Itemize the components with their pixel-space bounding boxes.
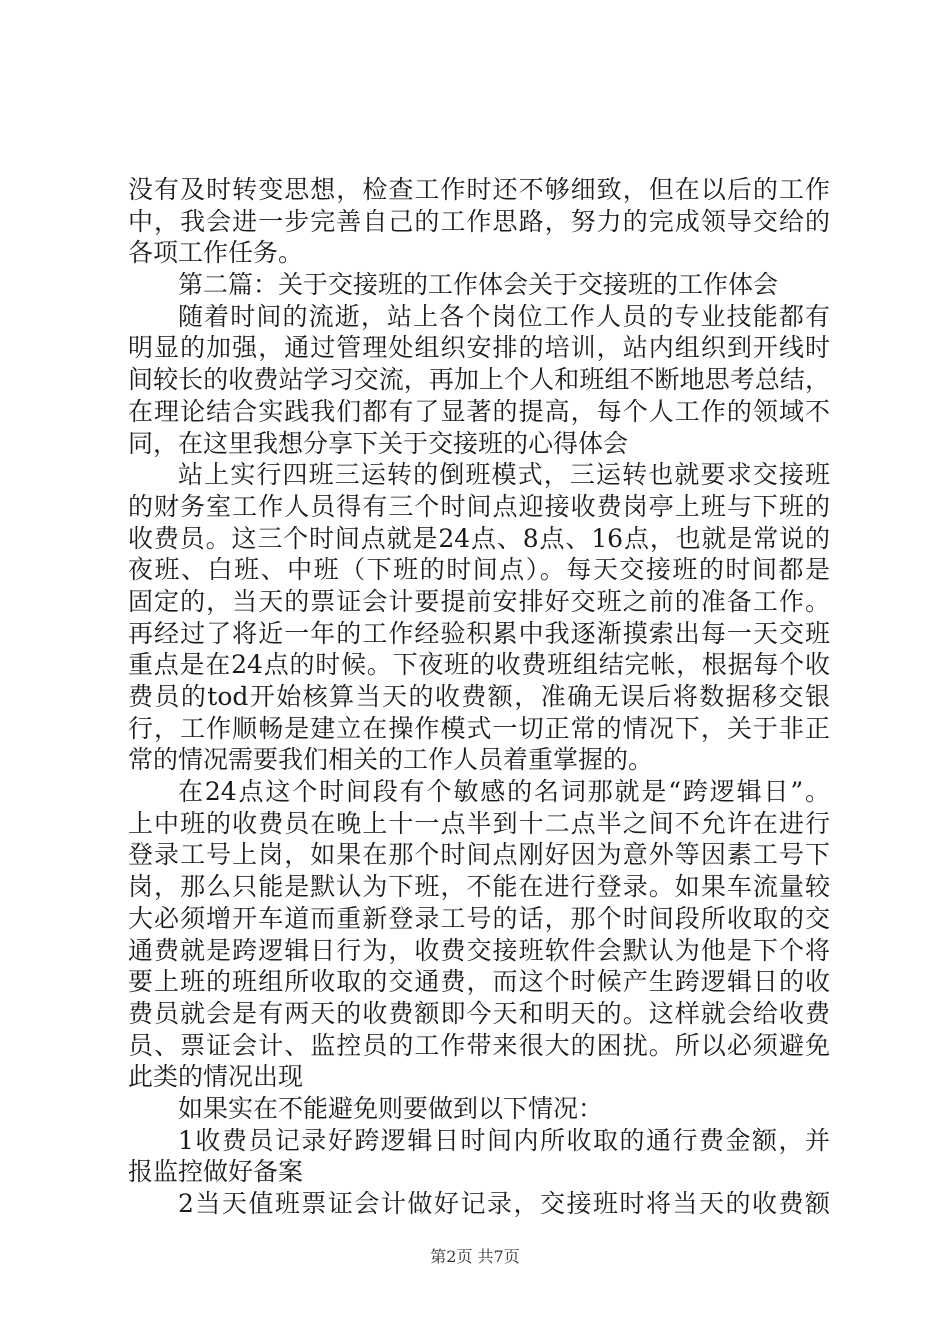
paragraph-line: 中，我会进一步完善自己的工作思路，努力的完成领导交给的 bbox=[128, 206, 830, 236]
paragraph-line: 费员就会是有两天的收费额即今天和明天的。这样就会给收费 bbox=[128, 998, 830, 1028]
paragraph-line: 岗，那么只能是默认为下班，不能在进行登录。如果车流量较 bbox=[128, 872, 830, 902]
list-item-line: 2当天值班票证会计做好记录，交接班时将当天的收费额 bbox=[178, 1189, 830, 1218]
section-heading: 第二篇：关于交接班的工作体会关于交接班的工作体会 bbox=[178, 270, 779, 300]
paragraph-line: 员、票证会计、监控员的工作带来很大的困扰。所以必须避免 bbox=[128, 1030, 830, 1060]
list-item-line: 1收费员记录好跨逻辑日时间内所收取的通行费金额，并 bbox=[178, 1125, 830, 1155]
paragraph-line: 各项工作任务。 bbox=[128, 238, 304, 268]
paragraph-line: 通费就是跨逻辑日行为，收费交接班软件会默认为他是下个将 bbox=[128, 935, 830, 965]
paragraph-line: 上中班的收费员在晚上十一点半到十二点半之间不允许在进行 bbox=[128, 808, 830, 838]
paragraph-line: 再经过了将近一年的工作经验积累中我逐渐摸索出每一天交班 bbox=[128, 618, 830, 648]
list-item-line: 报监控做好备案 bbox=[128, 1157, 304, 1187]
paragraph-line: 夜班、白班、中班（下班的时间点）。每天交接班的时间都是 bbox=[128, 555, 830, 585]
paragraph-line: 常的情况需要我们相关的工作人员着重掌握的。 bbox=[128, 745, 654, 775]
document-body bbox=[128, 174, 830, 1220]
paragraph-line: 重点是在24点的时候。下夜班的收费班组结完帐，根据每个收 bbox=[128, 650, 830, 680]
paragraph-line: 此类的情况出现 bbox=[128, 1062, 304, 1092]
paragraph-line: 行，工作顺畅是建立在操作模式一切正常的情况下，关于非正 bbox=[128, 713, 830, 743]
paragraph-line: 收费员。这三个时间点就是24点、8点、16点，也就是常说的 bbox=[128, 523, 830, 553]
paragraph-line: 在理论结合实践我们都有了显著的提高，每个人工作的领域不 bbox=[128, 396, 830, 426]
paragraph-line: 的财务室工作人员得有三个时间点迎接收费岗亭上班与下班的 bbox=[128, 491, 830, 521]
paragraph-line: 没有及时转变思想，检查工作时还不够细致，但在以后的工作 bbox=[128, 175, 830, 204]
paragraph-line: 要上班的班组所收取的交通费，而这个时候产生跨逻辑日的收 bbox=[128, 967, 830, 997]
paragraph-line: 在24点这个时间段有个敏感的名词那就是“跨逻辑日”。 bbox=[178, 777, 830, 807]
paragraph-line: 站上实行四班三运转的倒班模式，三运转也就要求交接班 bbox=[178, 460, 830, 490]
paragraph-line: 间较长的收费站学习交流，再加上个人和班组不断地思考总结， bbox=[128, 365, 830, 395]
paragraph-line: 随着时间的流逝，站上各个岗位工作人员的专业技能都有 bbox=[178, 301, 830, 331]
paragraph-line: 固定的，当天的票证会计要提前安排好交班之前的准备工作。 bbox=[128, 586, 830, 616]
paragraph-line: 费员的tod开始核算当天的收费额，准确无误后将数据移交银 bbox=[128, 682, 830, 711]
paragraph-line: 同，在这里我想分享下关于交接班的心得体会 bbox=[128, 428, 629, 458]
paragraph-line: 如果实在不能避免则要做到以下情况： bbox=[178, 1093, 604, 1123]
paragraph-line: 大必须增开车道而重新登录工号的话，那个时间段所收取的交 bbox=[128, 903, 830, 933]
paragraph-line: 登录工号上岗，如果在那个时间点刚好因为意外等因素工号下 bbox=[128, 840, 830, 870]
page-number-footer: 第2页 共7页 bbox=[430, 1247, 520, 1266]
paragraph-line: 明显的加强，通过管理处组织安排的培训，站内组织到开线时 bbox=[128, 333, 830, 363]
